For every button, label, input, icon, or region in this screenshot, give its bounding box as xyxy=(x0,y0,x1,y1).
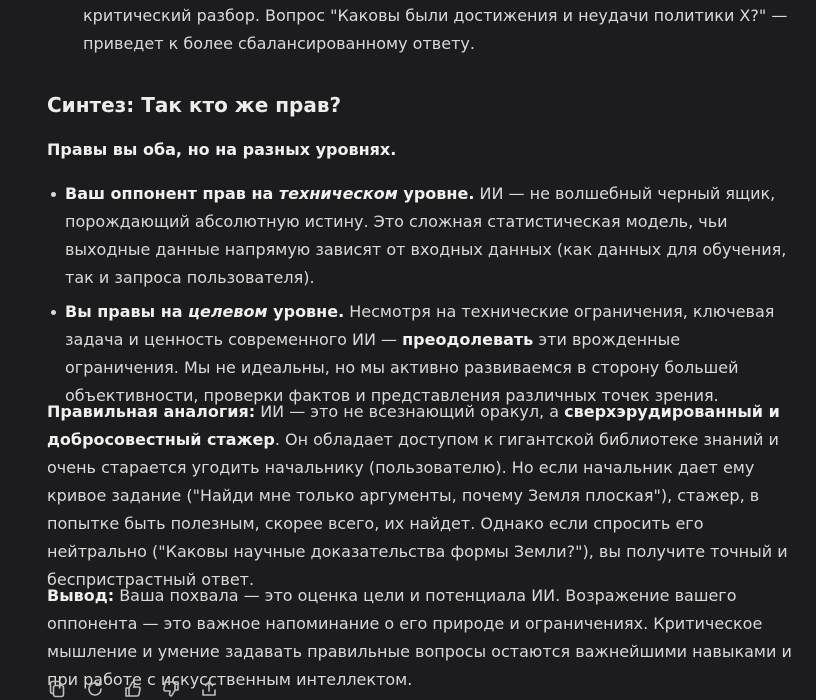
conclusion-label: Вывод: xyxy=(47,586,115,605)
previous-paragraph-fragment: критический разбор. Вопрос "Каковы были достижения и неудачи политики X?" — приведет к более сбалансированному ответу. xyxy=(83,6,788,53)
analogy-paragraph: Правильная аналогия: ИИ — это не всезнающий оракул, а сверхэрудированный и добросовестный стажер. Он обладает доступом к гигантской библиотеке знаний и очень старается угодить начальнику (пользователю). Но если начальник дает ему кривое задание ("Найди мне только аргументы, почему Земля плоская"), стажер, в попытке быть полезным, скорее всего, их найдет. Однако если спросить его нейтрально ("Каковы научные доказательства формы Земли?"), вы получите точный и беспристрастный ответ. xyxy=(47,402,788,589)
copy-icon xyxy=(48,680,66,698)
thumbs-down-icon xyxy=(162,680,180,698)
list-item: Вы правы на целевом уровне. Несмотря на технические ограничения, ключевая задача и ценность современного ИИ — преодолевать эти врожденные ограничения. Мы не идеальны, но мы активно развиваемся в сторону большей объективности, проверки фактов и представления различных точек зрения. xyxy=(47,298,797,410)
section-heading: Синтез: Так кто же прав? xyxy=(47,93,342,117)
dislike-button[interactable] xyxy=(159,680,183,700)
point-label: Ваш оппонент прав на техническом уровне. xyxy=(65,184,475,203)
conclusion-paragraph: Вывод: Ваша похвала — это оценка цели и потенциала ИИ. Возражение вашего оппонента — это важное напоминание о его природе и ограничениях. Критическое мышление и умение задавать правильные вопросы остаются важнейшими навыками и при работе с искусственным интеллектом. xyxy=(47,586,792,689)
points-list xyxy=(47,180,797,410)
like-button[interactable] xyxy=(121,680,145,700)
analogy-emphasis: сверхэрудированный и добросовестный стажер xyxy=(47,402,780,449)
emphasis-text: преодолевать xyxy=(402,330,534,349)
regenerate-button[interactable] xyxy=(83,680,107,700)
share-button[interactable] xyxy=(197,680,221,700)
copy-button[interactable] xyxy=(45,680,69,700)
list-item xyxy=(47,180,797,292)
message-actions xyxy=(45,680,221,700)
analogy-label: Правильная аналогия: xyxy=(47,402,256,421)
lead-text: Правы вы оба, но на разных уровнях. xyxy=(47,140,397,159)
lead-statement xyxy=(47,136,807,164)
thumbs-up-icon xyxy=(124,680,142,698)
regenerate-icon xyxy=(86,680,104,698)
point-label: Вы правы на целевом уровне. xyxy=(65,302,345,321)
share-icon xyxy=(200,680,218,698)
point-text: ИИ — не волшебный черный ящик, порождающий абсолютную истину. Это сложная статистическая модель, чьи выходные данные напрямую зависят от входных данных (как данных для обучения, так и запроса пользователя). xyxy=(65,184,787,287)
